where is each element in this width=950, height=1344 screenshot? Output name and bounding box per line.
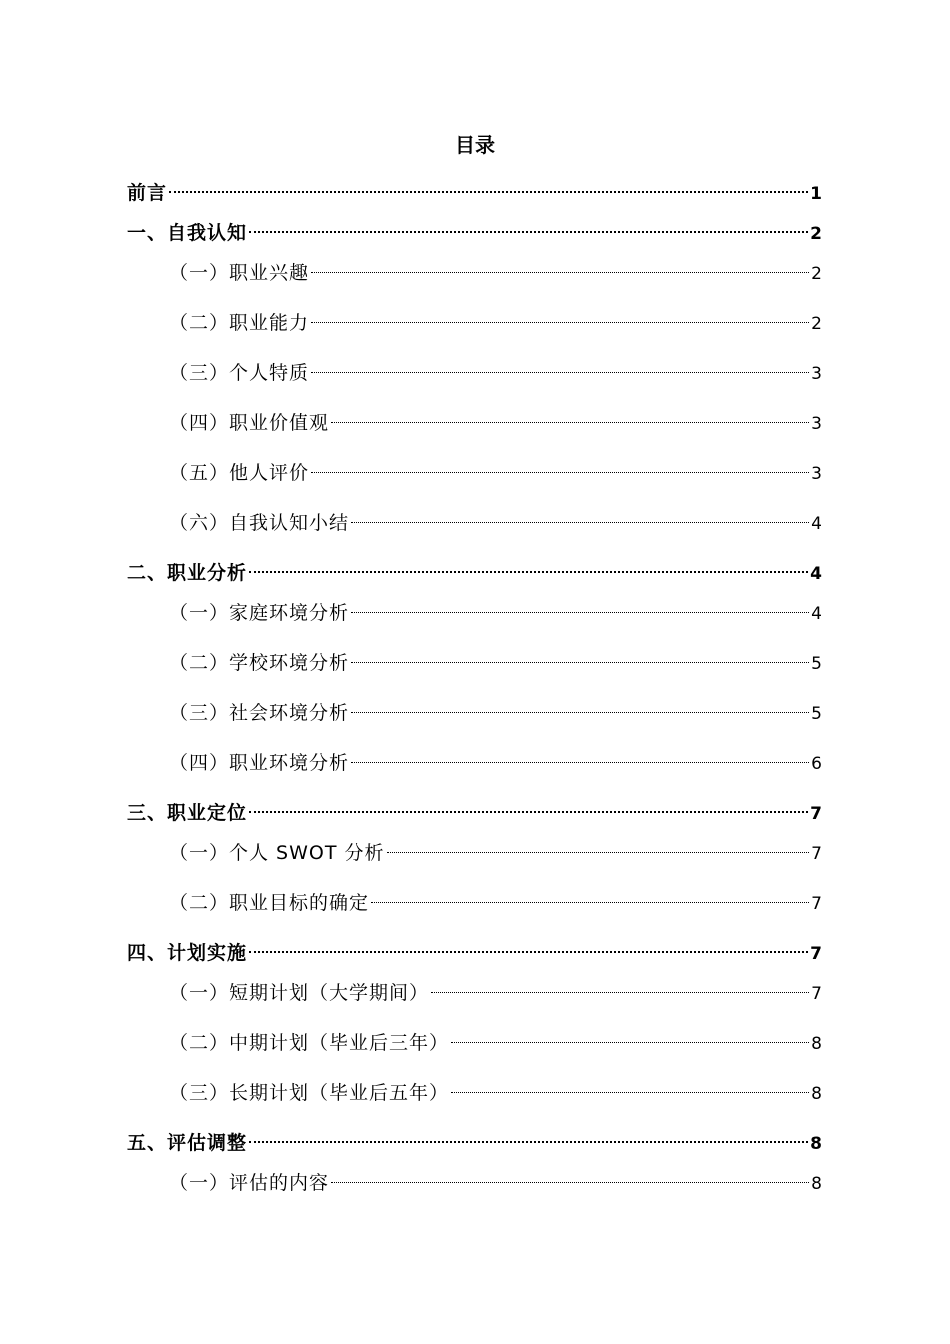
toc-leader-dots	[351, 712, 809, 713]
toc-entry-page: 8	[811, 1084, 822, 1104]
toc-leader-dots	[351, 612, 809, 613]
toc-entry[interactable]	[127, 936, 822, 976]
toc-entry[interactable]	[127, 1166, 822, 1206]
toc-entry-label: （一）家庭环境分析	[169, 602, 350, 624]
toc-entry[interactable]	[127, 596, 822, 646]
toc-entry-page: 3	[811, 364, 822, 384]
toc-leader-dots	[451, 1042, 809, 1043]
toc-entry-page: 7	[810, 804, 822, 824]
toc-leader-dots	[311, 472, 809, 473]
toc-entry[interactable]	[127, 796, 822, 836]
toc-leader-dots	[249, 811, 808, 813]
toc-entry-page: 7	[811, 984, 822, 1004]
toc-entry-label: （四）职业价值观	[169, 412, 330, 434]
toc-entry-label: （六）自我认知小结	[169, 512, 350, 534]
toc-entry-label: 三、职业定位	[127, 802, 248, 824]
toc-entry-label: （一）职业兴趣	[169, 262, 310, 284]
toc-entry-page: 7	[810, 944, 822, 964]
toc-entry-page: 2	[811, 314, 822, 334]
toc-entry-page: 7	[811, 844, 822, 864]
toc-leader-dots	[451, 1092, 809, 1093]
toc-leader-dots	[249, 1141, 808, 1143]
toc-entry[interactable]	[127, 1026, 822, 1076]
toc-leader-dots	[331, 422, 809, 423]
toc-entry-label: （二）中期计划（毕业后三年）	[169, 1032, 450, 1054]
toc-entry[interactable]	[127, 216, 822, 256]
toc-entry-page: 5	[811, 654, 822, 674]
toc-leader-dots	[169, 191, 808, 193]
toc-entry-label: （一）评估的内容	[169, 1172, 330, 1194]
toc-entry-label: （四）职业环境分析	[169, 752, 350, 774]
toc-leader-dots	[249, 231, 808, 233]
toc-entry[interactable]	[127, 836, 822, 886]
toc-entry[interactable]	[127, 976, 822, 1026]
toc-leader-dots	[311, 272, 809, 273]
toc-entry[interactable]	[127, 556, 822, 596]
toc-entry[interactable]	[127, 746, 822, 796]
toc-leader-dots	[371, 902, 809, 903]
toc-entry-page: 4	[811, 604, 822, 624]
toc-entry[interactable]	[127, 456, 822, 506]
toc-entry-page: 2	[810, 224, 822, 244]
toc-entry-label: 二、职业分析	[127, 562, 248, 584]
toc-leader-dots	[351, 762, 809, 763]
toc-entry-label: （三）长期计划（毕业后五年）	[169, 1082, 450, 1104]
toc-entry[interactable]	[127, 1076, 822, 1126]
toc-entry-label: 五、评估调整	[127, 1132, 248, 1154]
toc-entry-page: 3	[811, 414, 822, 434]
toc-entry-label: （二）职业能力	[169, 312, 310, 334]
toc-entry-label: 前言	[127, 182, 168, 204]
toc-entry-page: 3	[811, 464, 822, 484]
toc-entry-label: 四、计划实施	[127, 942, 248, 964]
toc-entry[interactable]	[127, 306, 822, 356]
toc-entry-page: 1	[810, 184, 822, 204]
toc-entry-page: 8	[811, 1174, 822, 1194]
toc-leader-dots	[249, 571, 808, 573]
toc-entry-label: （三）个人特质	[169, 362, 310, 384]
toc-entry-page: 6	[811, 754, 822, 774]
toc-leader-dots	[311, 372, 809, 373]
toc-entry-label: （五）他人评价	[169, 462, 310, 484]
toc-title: 目录	[455, 133, 495, 157]
toc-entry-page: 7	[811, 894, 822, 914]
toc-entry-page: 2	[811, 264, 822, 284]
toc-leader-dots	[387, 852, 810, 853]
toc-entry[interactable]	[127, 506, 822, 556]
toc-leader-dots	[311, 322, 809, 323]
toc-entry[interactable]	[127, 256, 822, 306]
toc-entry[interactable]	[127, 696, 822, 746]
toc-entry[interactable]	[127, 356, 822, 406]
toc-entry-label: （二）职业目标的确定	[169, 892, 370, 914]
toc-entry-label: （一）个人 SWOT 分析	[169, 842, 385, 864]
toc-leader-dots	[331, 1182, 809, 1183]
toc-entry[interactable]	[127, 176, 822, 216]
toc-entry[interactable]	[127, 1126, 822, 1166]
toc-entry-page: 4	[810, 564, 822, 584]
toc-entry[interactable]	[127, 406, 822, 456]
toc-entry-label: 一、自我认知	[127, 222, 248, 244]
toc-leader-dots	[249, 951, 808, 953]
toc-leader-dots	[351, 662, 809, 663]
toc-entry-page: 5	[811, 704, 822, 724]
toc-entry-page: 4	[811, 514, 822, 534]
toc-entry-page: 8	[810, 1134, 822, 1154]
toc-leader-dots	[351, 522, 809, 523]
toc-entry-label: （一）短期计划（大学期间）	[169, 982, 430, 1004]
table-of-contents	[127, 176, 822, 1206]
toc-entry[interactable]	[127, 886, 822, 936]
toc-entry-label: （二）学校环境分析	[169, 652, 350, 674]
toc-entry-page: 8	[811, 1034, 822, 1054]
toc-leader-dots	[431, 992, 809, 993]
toc-entry-label: （三）社会环境分析	[169, 702, 350, 724]
toc-entry[interactable]	[127, 646, 822, 696]
